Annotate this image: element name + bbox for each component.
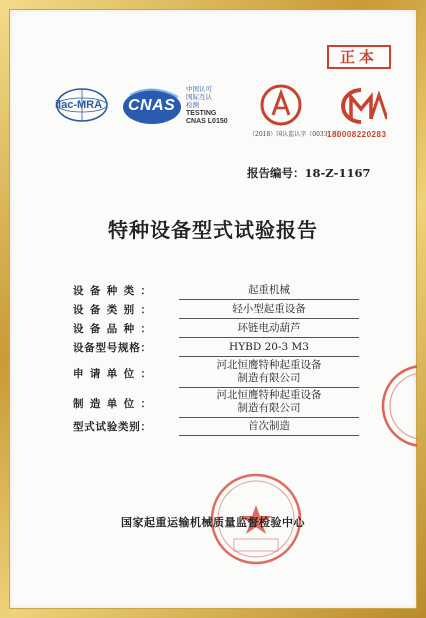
field-label: 设备类别： <box>73 304 151 316</box>
field-value <box>179 359 359 388</box>
field-value: 起重机械 <box>179 283 359 300</box>
field-value: 环链电动葫芦 <box>179 321 359 338</box>
issuer-name: 国家起重运输机械质量监督检验中心 <box>121 516 305 529</box>
official-seal-right <box>379 361 417 451</box>
field-value <box>179 389 359 418</box>
cnas-caption-line: TESTING <box>186 110 217 117</box>
field-value-line: 河北恒鹰特种起重设备 <box>216 389 322 401</box>
cnas-logo: CNAS <box>122 87 186 127</box>
original-copy-stamp: 正本 <box>327 45 391 69</box>
field-label: 型式试验类别： <box>73 421 151 433</box>
report-number: 报告编号：18-Z-1167 <box>247 166 371 180</box>
cnas-caption-line: 检测 <box>186 102 199 109</box>
cnas-caption-line: CNAS L0150 <box>186 118 228 125</box>
field-row <box>73 283 373 302</box>
field-value: 轻小型起重设备 <box>179 302 359 319</box>
cma-logo <box>335 85 387 127</box>
field-label: 设备种类： <box>73 285 151 297</box>
ilac-mra-logo: ilac-MRA <box>55 85 109 125</box>
field-row <box>73 321 373 340</box>
field-value-line: 河北恒鹰特种起重设备 <box>216 359 322 371</box>
page-title: 特种设备型式试验报告 <box>108 218 318 242</box>
fields-list <box>73 283 373 438</box>
field-label: 设备型号规格： <box>73 342 151 354</box>
field-label: 制造单位： <box>73 398 151 410</box>
cnas-caption-line: 中国认可 <box>186 86 212 93</box>
field-label: 设备品种： <box>73 323 151 335</box>
certificate-paper <box>9 9 417 609</box>
cma-number: 180008220283 <box>327 130 387 139</box>
field-value: HYBD 20-3 M3 <box>179 340 359 357</box>
field-value-line: 制造有限公司 <box>237 402 301 414</box>
cnas-caption-line: 国际互认 <box>186 94 212 101</box>
ca-logo <box>256 81 306 131</box>
cnas-caption <box>186 86 228 126</box>
field-row <box>73 340 373 359</box>
field-row <box>73 389 373 419</box>
field-value-line: 制造有限公司 <box>237 372 301 384</box>
field-row <box>73 302 373 321</box>
field-value: 首次制造 <box>179 419 359 436</box>
ca-caption: （2018）国认监认字（0033）号 <box>249 131 340 138</box>
field-label: 申请单位： <box>73 368 151 380</box>
field-row <box>73 419 373 438</box>
field-row <box>73 359 373 389</box>
